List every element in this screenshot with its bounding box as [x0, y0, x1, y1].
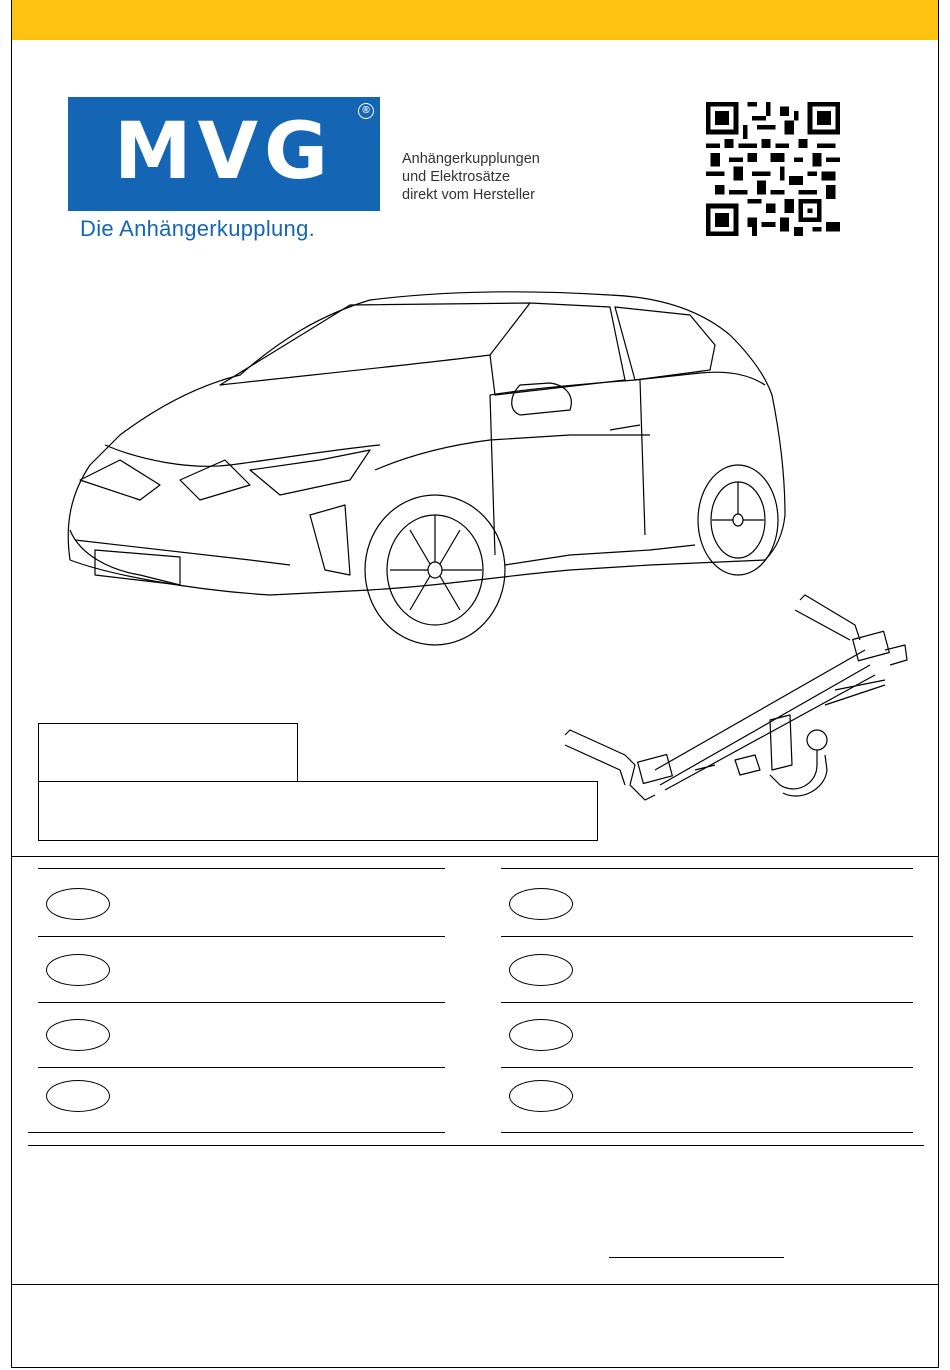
tagline-line-2: und Elektrosätze [402, 169, 511, 185]
row-line [501, 868, 913, 869]
signature-line [609, 1257, 784, 1258]
language-oval [509, 954, 573, 986]
language-oval [509, 1019, 573, 1051]
row-line [38, 1067, 445, 1068]
section-divider-2 [28, 1145, 924, 1146]
type-box [38, 781, 598, 841]
row-line [28, 1132, 445, 1133]
language-oval [46, 1080, 110, 1112]
section-divider-3 [11, 1284, 939, 1285]
row-line [501, 936, 913, 937]
language-oval [509, 1080, 573, 1112]
section-divider-1 [11, 856, 939, 857]
row-line [501, 1132, 913, 1133]
row-line [38, 936, 445, 937]
tagline-line-3: direkt vom Hersteller [402, 187, 535, 203]
row-line [38, 1002, 445, 1003]
logo-slogan: Die Anhängerkupplung. [80, 216, 316, 241]
language-oval [46, 888, 110, 920]
tow-hitch-icon [555, 590, 915, 810]
language-oval [46, 1019, 110, 1051]
row-line [38, 868, 445, 869]
row-line [501, 1067, 913, 1068]
tagline-line-1: Anhängerkupplungen [402, 151, 540, 167]
tagline [402, 150, 540, 204]
language-oval [46, 954, 110, 986]
qr-code-icon [706, 102, 840, 236]
registered-mark: ® [358, 103, 374, 119]
model-box [38, 723, 298, 782]
language-oval [509, 888, 573, 920]
logo-brand: MVG [113, 107, 334, 197]
mvg-logo [68, 97, 380, 211]
row-line [501, 1002, 913, 1003]
